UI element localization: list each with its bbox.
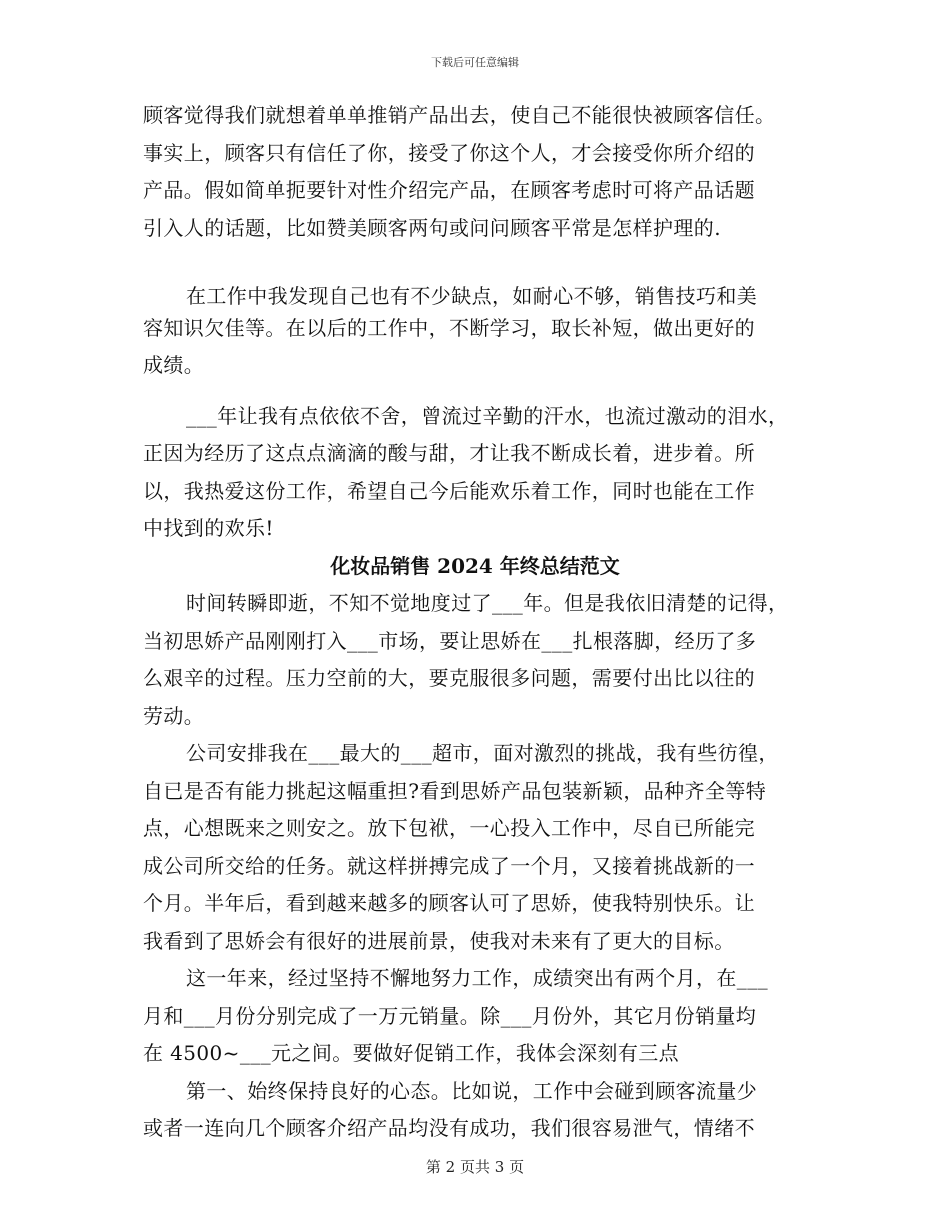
- paragraph-line: 在工作中我发现自己也有不少缺点，如耐心不够，销售技巧和美: [186, 284, 758, 308]
- paragraph-line: 个月。半年后，看到越来越多的顾客认可了思娇，使我特别快乐。让: [143, 891, 755, 915]
- paragraph-line: 公司安排我在___最大的___超市，面对激烈的挑战，我有些彷徨，: [186, 741, 779, 765]
- paragraph-line: 这一年来，经过坚持不懈地努力工作，成绩突出有两个月，在___: [186, 966, 768, 990]
- paragraph-line: 时间转瞬即逝，不知不觉地度过了___年。但是我依旧清楚的记得，: [186, 591, 789, 615]
- paragraph-line: 容知识欠佳等。在以后的工作中，不断学习，取长补短，做出更好的: [143, 316, 755, 340]
- paragraph-line: 第一、始终保持良好的心态。比如说，工作中会碰到顾客流量少: [186, 1079, 758, 1103]
- paragraph-line: 劳动。: [143, 704, 205, 728]
- paragraph-line: 以，我热爱这份工作，希望自己今后能欢乐着工作，同时也能在工作: [143, 479, 755, 503]
- page-header: 下载后可任意编辑: [431, 56, 519, 69]
- paragraph-line: 自已是否有能力挑起这幅重担?看到思娇产品包装新颖，品种齐全等特: [143, 779, 767, 803]
- paragraph-line: 月和___月份分别完成了一万元销量。除___月份外，其它月份销量均: [143, 1004, 757, 1028]
- paragraph-line: 或者一连向几个顾客介绍产品均没有成功，我们很容易泄气，情绪不: [143, 1116, 755, 1140]
- paragraph-line: 在 4500~___元之间。要做好促销工作，我体会深刻有三点: [143, 1041, 680, 1065]
- paragraph-line: 事实上，顾客只有信任了你，接受了你这个人，才会接受你所介绍的: [143, 141, 755, 165]
- section-title: 化妆品销售 2024 年终总结范文: [330, 554, 620, 578]
- paragraph-line: 点，心想既来之则安之。放下包袱，一心投入工作中，尽自已所能完: [143, 816, 755, 840]
- paragraph-line: 么艰辛的过程。压力空前的大，要克服很多问题，需要付出比以往的: [143, 666, 755, 690]
- paragraph-line: 成公司所交给的任务。就这样拼搏完成了一个月，又接着挑战新的一: [143, 854, 755, 878]
- paragraph-line: ___年让我有点依依不舍，曾流过辛勤的汗水，也流过激动的泪水，: [186, 404, 789, 428]
- paragraph-line: 我看到了思娇会有很好的进展前景，使我对未来有了更大的目标。: [143, 929, 735, 953]
- paragraph-line: 顾客觉得我们就想着单单推销产品出去，使自己不能很快被顾客信任。: [143, 103, 776, 127]
- paragraph-line: 中找到的欢乐!: [143, 516, 274, 540]
- page-footer: 第 2 页共 3 页: [425, 1158, 525, 1176]
- paragraph-line: 成绩。: [143, 353, 205, 377]
- paragraph-line: 正因为经历了这点点滴滴的酸与甜，才让我不断成长着，进步着。所: [143, 441, 755, 465]
- paragraph-line: 当初思娇产品刚刚打入___市场，要让思娇在___扎根落脚，经历了多: [143, 629, 757, 653]
- paragraph-line: 产品。假如简单扼要针对性介绍完产品，在顾客考虑时可将产品话题: [143, 178, 755, 202]
- paragraph-line: 引入人的话题，比如赞美顾客两句或问问顾客平常是怎样护理的.: [143, 216, 721, 240]
